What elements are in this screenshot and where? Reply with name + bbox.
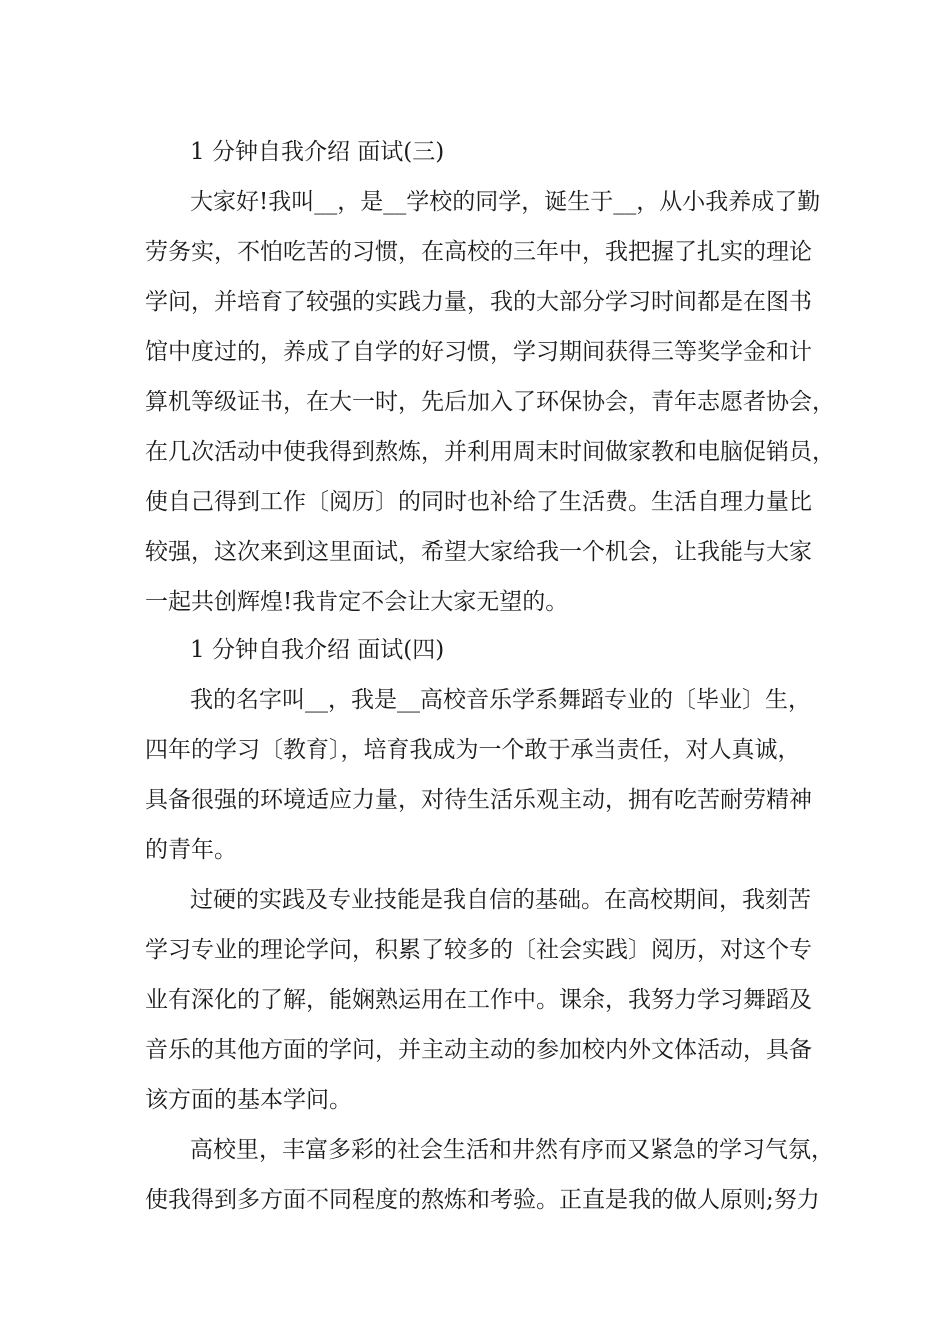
paragraph-line: 一起共创辉煌!我肯定不会让大家无望的。 (145, 589, 569, 615)
paragraph-line: 劳务实，不怕吃苦的习惯，在高校的三年中，我把握了扎实的理论 (145, 239, 812, 265)
paragraph-line: 馆中度过的，养成了自学的好习惯，学习期间获得三等奖学金和计 (145, 339, 812, 365)
paragraph-line: 音乐的其他方面的学问，并主动主动的参加校内外文体活动，具备 (145, 1037, 812, 1063)
paragraph-line: 我的名字叫__，我是__高校音乐学系舞蹈专业的〔毕业〕生， (190, 687, 811, 713)
paragraph-line: 的青年。 (145, 837, 237, 863)
paragraph-line: 业有深化的了解，能娴熟运用在工作中。课余，我努力学习舞蹈及 (145, 987, 812, 1013)
section-heading-4: 1 分钟自我介绍 面试(四) (190, 637, 445, 663)
paragraph-line: 四年的学习〔教育〕，培育我成为一个敢于承当责任，对人真诚， (145, 737, 801, 763)
paragraph-line: 过硬的实践及专业技能是我自信的基础。在高校期间，我刻苦 (190, 887, 811, 913)
paragraph-line: 大家好!我叫__，是__学校的同学，诞生于__，从小我养成了勤 (190, 189, 821, 215)
paragraph-line: 高校里，丰富多彩的社会生活和井然有序而又紧急的学习气氛， (190, 1137, 834, 1163)
paragraph-line: 学习专业的理论学问，积累了较多的〔社会实践〕阅历，对这个专 (145, 937, 812, 963)
paragraph-line: 使自己得到工作〔阅历〕的同时也补给了生活费。生活自理力量比 (145, 489, 812, 515)
paragraph-line: 在几次活动中使我得到熬炼，并利用周末时间做家教和电脑促销员， (145, 439, 835, 465)
paragraph-line: 具备很强的环境适应力量，对待生活乐观主动，拥有吃苦耐劳精神 (145, 787, 812, 813)
paragraph-line: 较强，这次来到这里面试，希望大家给我一个机会，让我能与大家 (145, 539, 812, 565)
section-heading-3: 1 分钟自我介绍 面试(三) (190, 139, 445, 165)
paragraph-line: 使我得到多方面不同程度的熬炼和考验。正直是我的做人原则;努力 (145, 1187, 820, 1213)
paragraph-line: 该方面的基本学问。 (145, 1087, 352, 1113)
paragraph-line: 学问，并培育了较强的实践力量，我的大部分学习时间都是在图书 (145, 289, 812, 315)
paragraph-line: 算机等级证书，在大一时，先后加入了环保协会，青年志愿者协会， (145, 389, 835, 415)
